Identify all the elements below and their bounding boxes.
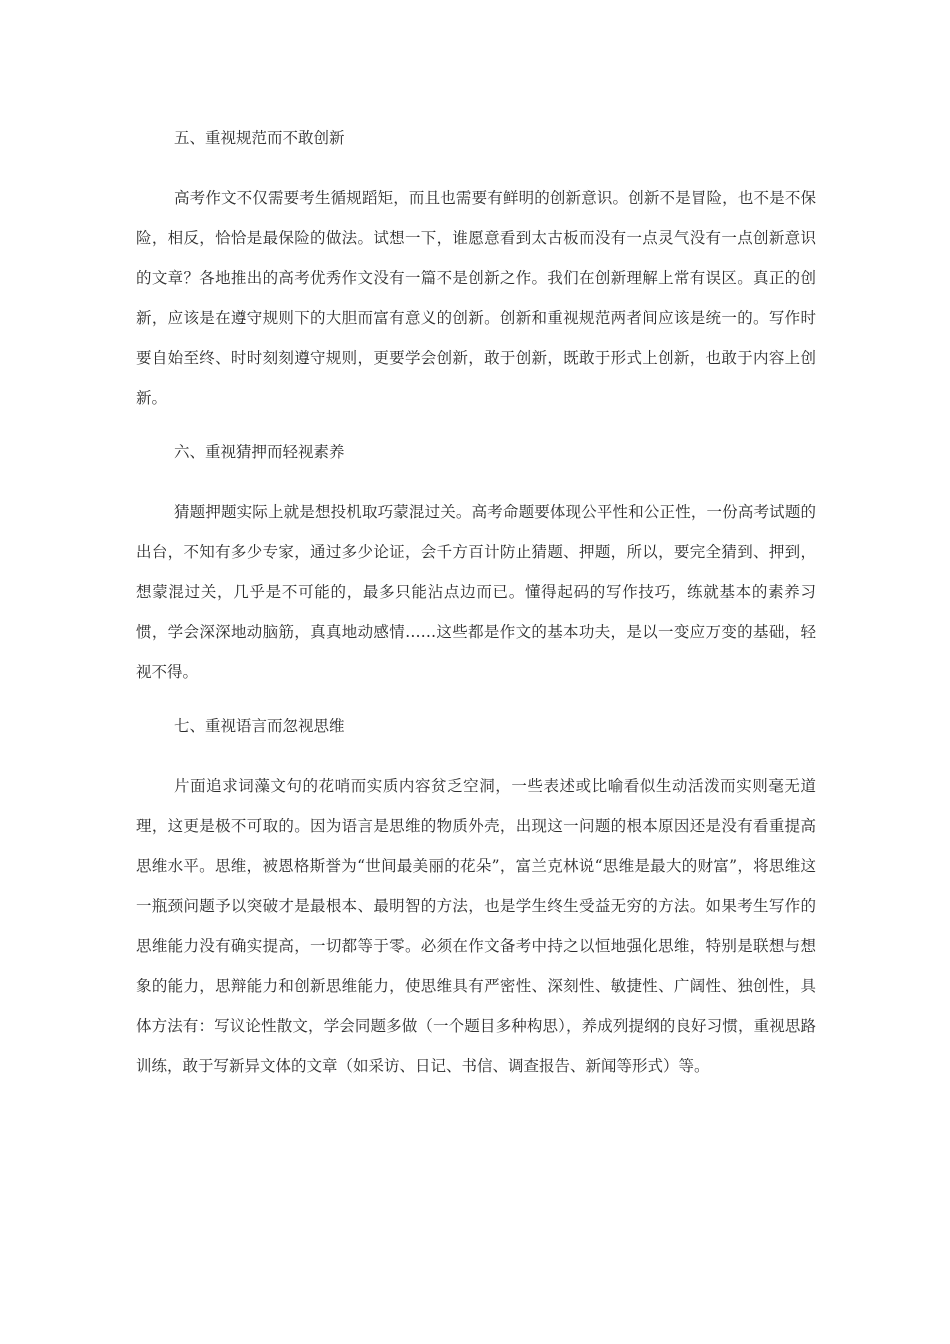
section-paragraph-5: 高考作文不仅需要考生循规蹈矩，而且也需要有鲜明的创新意识。创新不是冒险，也不是不保险，相反，恰恰是最保险的做法。试想一下，谁愿意看到太古板而没有一点灵气没有一点创新意识的文章？各地推出的高考优秀作文没有一篇不是创新之作。我们在创新理解上常有误区。真正的创新，应该是在遵守规则下的大胆而富有意义的创新。创新和重视规范两者间应该是统一的。写作时要自始至终、时时刻刻遵守规则，更要学会创新，敢于创新，既敢于形式上创新，也敢于内容上创新。 [136,189,816,407]
section-paragraph-7: 片面追求词藻文句的花哨而实质内容贫乏空洞，一些表述或比喻看似生动活泼而实则毫无道理，这更是极不可取的。因为语言是思维的物质外壳，出现这一问题的根本原因还是没有看重提高思维水平。思维，被恩格斯誉为“世间最美丽的花朵”，富兰克林说“思维是最大的财富”，将思维这一瓶颈问题予以突破才是最根本、最明智的方法，也是学生终生受益无穷的方法。如果考生写作的思维能力没有确实提高，一切都等于零。必须在作文备考中持之以恒地强化思维，特别是联想与想象的能力，思辩能力和创新思维能力，使思维具有严密性、深刻性、敏捷性、广阔性、独创性，具体方法有：写议论性散文，学会同题多做（一个题目多种构思），养成列提纲的良好习惯，重视思路训练，敢于写新异文体的文章（如采访、日记、书信、调查报告、新闻等形式）等。 [136,777,816,1075]
section-heading-6: 六、重视猜押而轻视素养 [174,443,345,461]
section-heading-7: 七、重视语言而忽视思维 [174,717,345,735]
section-paragraph-6: 猜题押题实际上就是想投机取巧蒙混过关。高考命题要体现公平性和公正性，一份高考试题的出台，不知有多少专家，通过多少论证，会千方百计防止猜题、押题，所以，要完全猜到、押到，想蒙混过关，几乎是不可能的，最多只能沾点边而已。懂得起码的写作技巧，练就基本的素养习惯，学会深深地动脑筋，真真地动感情……这些都是作文的基本功夫，是以一变应万变的基础，轻视不得。 [136,503,816,681]
document-body [136,118,816,1086]
section-heading-5: 五、重视规范而不敢创新 [174,129,345,147]
